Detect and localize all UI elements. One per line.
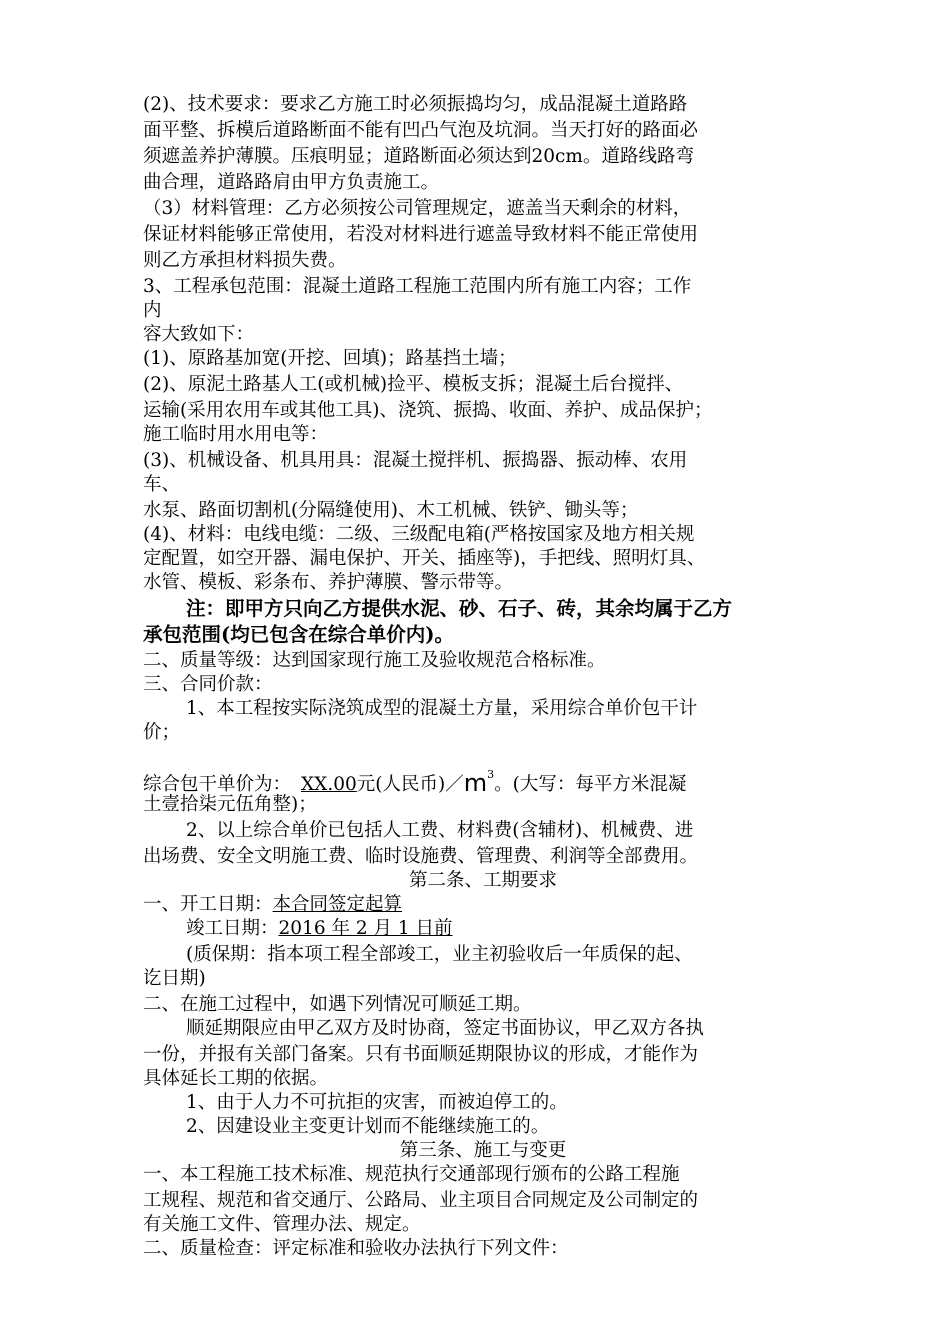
article-3-title: 第三条、施工与变更 bbox=[399, 1140, 567, 1161]
text-line: 水管、模板、彩条布、养护薄膜、警示带等。 bbox=[143, 572, 514, 593]
start-date-value: 本合同签定起算 bbox=[272, 894, 403, 915]
text-line: (3)、机械设备、机具用具：混凝土搅拌机、振捣器、振动棒、农用 bbox=[143, 450, 688, 471]
text-line: 施工临时用水用电等： bbox=[143, 424, 329, 445]
start-date-line bbox=[143, 892, 823, 918]
text-line: 水泵、路面切割机(分隔缝使用)、木工机械、铁铲、锄头等； bbox=[143, 500, 639, 521]
unit-sup: 3 bbox=[487, 768, 495, 781]
price-item-2-cont: 出场费、安全文明施工费、临时设施费、管理费、利润等全部费用。 bbox=[143, 846, 699, 867]
warranty-line: (质保期：指本项工程全部竣工，业主初验收后一年质保的起、 bbox=[186, 944, 693, 965]
text-line: 须遮盖养护薄膜。压痕明显；道路断面必须达到20cm。道路线路弯 bbox=[143, 146, 694, 167]
article-2-title: 第二条、工期要求 bbox=[408, 870, 557, 891]
unit-price-label: 综合包干单价为： bbox=[143, 774, 292, 795]
end-date-label: 竣工日期： bbox=[186, 918, 279, 939]
extend-paragraph: 一份，并报有关部门备案。只有书面顺延期限协议的形成，才能作为 bbox=[143, 1044, 699, 1065]
text-line: 保证材料能够正常使用，若没对材料进行遮盖导致材料不能正常使用 bbox=[143, 224, 699, 245]
note-line: 承包范围(均已包含在综合单价内)。 bbox=[143, 623, 454, 646]
text-line: (1)、原路基加宽(开挖、回填)；路基挡土墙； bbox=[143, 348, 517, 369]
extend-paragraph: 具体延长工期的依据。 bbox=[143, 1068, 329, 1089]
text-line: (2)、技术要求：要求乙方施工时必须振捣均匀，成品混凝土道路路 bbox=[143, 94, 688, 115]
extend-case-1: 1、由于人力不可抗拒的灾害，而被迫停工的。 bbox=[186, 1092, 568, 1113]
unit-price-tail2: 土壹拾柒元伍角整)； bbox=[143, 794, 317, 815]
text-line: 定配置，如空开器、漏电保护、开关、插座等)，手把线、照明灯具、 bbox=[143, 548, 706, 569]
extend-heading: 二、在施工过程中，如遇下列情况可顺延工期。 bbox=[143, 994, 532, 1015]
text-line: 曲合理，道路路肩由甲方负责施工。 bbox=[143, 172, 440, 193]
article-3-paragraph: 工规程、规范和省交通厅、公路局、业主项目合同规定及公司制定的 bbox=[143, 1190, 699, 1211]
end-date-line bbox=[186, 916, 866, 942]
quality-grade: 二、质量等级：达到国家现行施工及验收规范合格标准。 bbox=[143, 650, 606, 671]
contract-price-heading: 三、合同价款： bbox=[143, 674, 273, 695]
price-item-1-cont: 价； bbox=[143, 722, 181, 743]
text-line: (2)、原泥土路基人工(或机械)捡平、模板支拆；混凝土后台搅拌、 bbox=[143, 374, 684, 395]
price-item-2: 2、以上综合单价已包括人工费、材料费(含辅材)、机械费、进 bbox=[186, 820, 694, 841]
text-line: 容大致如下： bbox=[143, 324, 255, 345]
price-item-1: 1、本工程按实际浇筑成型的混凝土方量，采用综合单价包干计 bbox=[186, 698, 698, 719]
text-line: 3、工程承包范围：混凝土道路工程施工范围内所有施工内容；工作 bbox=[143, 276, 692, 297]
text-line: 则乙方承担材料损失费。 bbox=[143, 250, 347, 271]
article-3-quality-check: 二、质量检查：评定标准和验收办法执行下列文件： bbox=[143, 1238, 569, 1259]
start-date-label: 一、开工日期： bbox=[143, 894, 273, 915]
unit-price-tail: 。(大写：每平方米混凝 bbox=[494, 774, 687, 795]
extend-case-2: 2、因建设业主变更计划而不能继续施工的。 bbox=[186, 1116, 550, 1137]
unit-price-line bbox=[143, 760, 823, 797]
unit-m: m bbox=[463, 769, 488, 797]
extend-paragraph: 顺延期限应由甲乙双方及时协商，签定书面协议，甲乙双方各执 bbox=[186, 1018, 705, 1039]
article-3-paragraph: 有关施工文件、管理办法、规定。 bbox=[143, 1214, 421, 1235]
text-line: 车、 bbox=[143, 474, 181, 495]
note-line: 注：即甲方只向乙方提供水泥、砂、石子、砖，其余均属于乙方 bbox=[186, 597, 733, 620]
text-line: （3）材料管理：乙方必须按公司管理规定，遮盖当天剩余的材料， bbox=[143, 198, 692, 219]
unit-price-value: XX.00 bbox=[301, 774, 357, 795]
warranty-line-cont: 讫日期) bbox=[143, 968, 206, 989]
text-line: 运输(采用农用车或其他工具)、浇筑、振捣、收面、养护、成品保护； bbox=[143, 400, 713, 421]
end-date-value: 2016 年 2 月 1 日前 bbox=[278, 918, 453, 939]
article-3-paragraph: 一、本工程施工技术标准、规范执行交通部现行颁布的公路工程施 bbox=[143, 1164, 680, 1185]
text-line: 内 bbox=[143, 300, 162, 321]
text-line: (4)、材料：电线电缆：二级、三级配电箱(严格按国家及地方相关规 bbox=[143, 524, 695, 545]
text-line: 面平整、拆模后道路断面不能有凹凸气泡及坑洞。当天打好的路面必 bbox=[143, 120, 699, 141]
unit-price-currency: 元(人民币)／ bbox=[356, 774, 464, 795]
